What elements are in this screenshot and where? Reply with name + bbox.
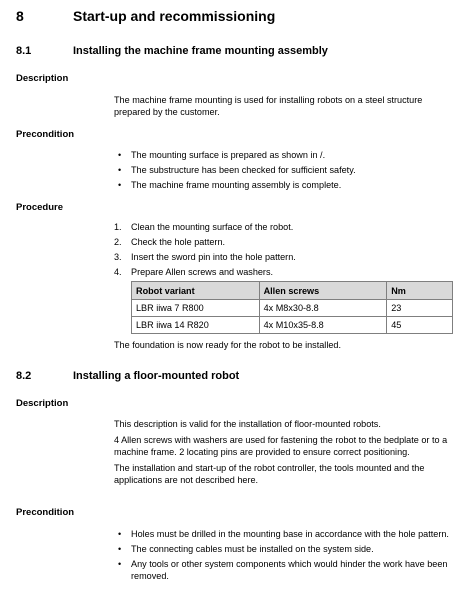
table-row — [132, 317, 453, 334]
list-item: • The mounting surface is prepared as shown in /. — [118, 150, 326, 160]
paragraph: The installation and start-up of the robot controller, the tools mounted and the applications are not described here. — [114, 463, 425, 485]
precondition-list — [114, 149, 454, 194]
paragraph: 4 Allen screws with washers are used for fastening the robot to the bedplate or to a machine frame. 2 locating pins are provided to ensure correct positioning. — [114, 435, 448, 457]
table-header: Nm — [387, 282, 453, 300]
section-number-8-1: 8.1 — [16, 45, 32, 57]
description-label: Description — [16, 398, 69, 409]
table-cell: LBR iiwa 14 R820 — [132, 317, 260, 334]
procedure-label: Procedure — [16, 202, 63, 213]
section-title-8-2: Installing a floor-mounted robot — [73, 370, 240, 382]
table-row — [132, 300, 453, 317]
paragraph: This description is valid for the installation of floor-mounted robots. — [114, 419, 381, 429]
chapter-title: Start-up and recommissioning — [73, 8, 276, 24]
section-number-8-2: 8.2 — [16, 370, 32, 382]
list-item: • Any tools or other system components which would hinder the work have been removed. — [118, 559, 448, 581]
list-item: • The machine frame mounting assembly is complete. — [118, 180, 342, 190]
procedure-steps — [114, 221, 454, 281]
table-cell: 4x M8x30-8.8 — [259, 300, 387, 317]
table-cell: 4x M10x35-8.8 — [259, 317, 387, 334]
chapter-number: 8 — [16, 8, 24, 24]
description-text — [114, 418, 452, 490]
description-label: Description — [16, 73, 69, 84]
list-item: • The connecting cables must be installed on the system side. — [118, 544, 374, 554]
list-item: 2. Check the hole pattern. — [114, 237, 226, 247]
precondition-list — [114, 528, 454, 585]
section-title-8-1: Installing the machine frame mounting assembly — [73, 45, 328, 57]
closing-text: The foundation is now ready for the robot to be installed. — [114, 340, 341, 350]
list-item: 4. Prepare Allen screws and washers. — [114, 267, 274, 277]
list-item: 1. Clean the mounting surface of the robot. — [114, 222, 294, 232]
table-header: Allen screws — [259, 282, 387, 300]
description-text: The machine frame mounting is used for installing robots on a steel structure prepared by the customer. — [114, 95, 423, 117]
table-cell: 23 — [387, 300, 453, 317]
screw-table — [131, 281, 453, 334]
table-header-row — [132, 282, 453, 300]
table-cell: 45 — [387, 317, 453, 334]
precondition-label: Precondition — [16, 129, 75, 140]
list-item: • Holes must be drilled in the mounting base in accordance with the hole pattern. — [118, 529, 449, 539]
list-item: • The substructure has been checked for sufficient safety. — [118, 165, 356, 175]
precondition-label: Precondition — [16, 507, 75, 518]
table-cell: LBR iiwa 7 R800 — [132, 300, 260, 317]
table-header: Robot variant — [132, 282, 260, 300]
list-item: 3. Insert the sword pin into the hole pattern. — [114, 252, 296, 262]
